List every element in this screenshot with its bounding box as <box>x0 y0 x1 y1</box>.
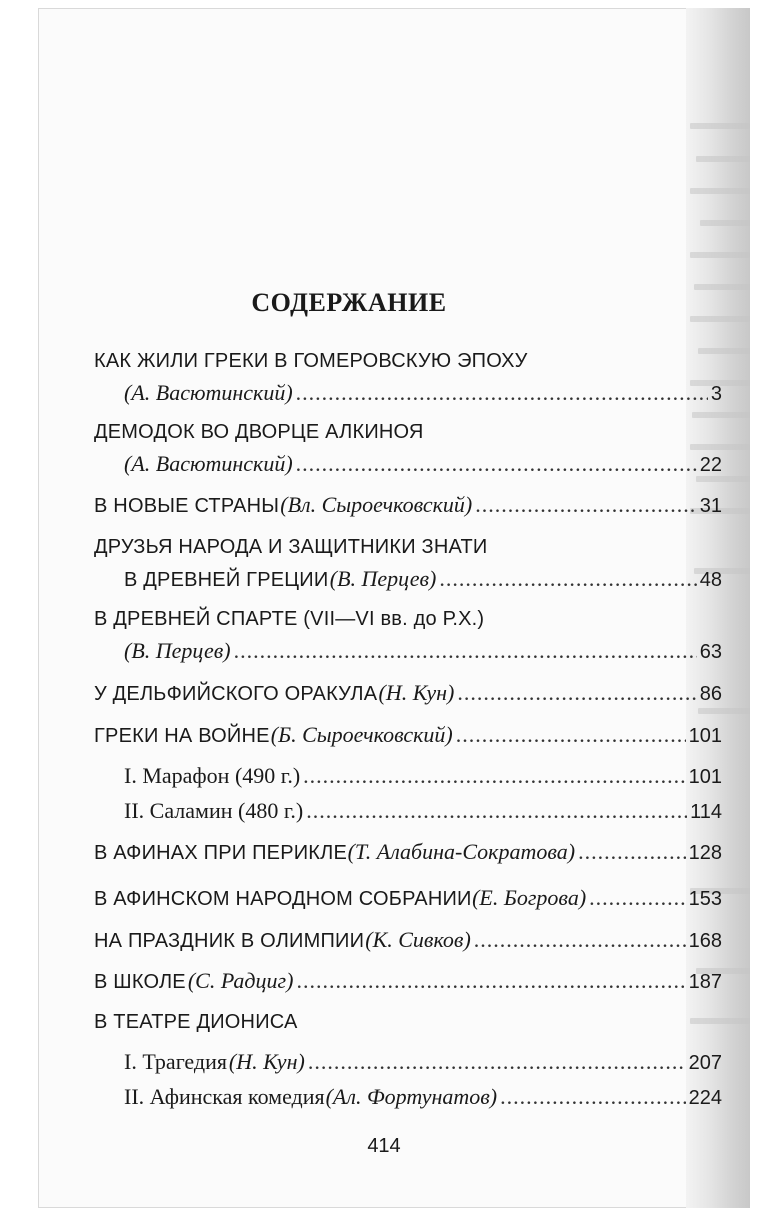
leader-dots <box>303 762 685 790</box>
toc-page-number: 31 <box>699 495 722 517</box>
toc-entry-title: У ДЕЛЬФИЙСКОГО ОРАКУЛА <box>94 683 378 705</box>
toc-page-number: 101 <box>688 725 722 747</box>
leader-dots <box>475 491 697 519</box>
toc-entry[interactable] <box>124 450 722 479</box>
toc-subentry-title: II. Саламин (480 г.) <box>124 798 304 823</box>
toc-entry-title: В АФИНСКОМ НАРОДНОМ СОБРАНИИ <box>94 888 472 910</box>
leader-dots <box>578 838 686 866</box>
toc-entry-title: НА ПРАЗДНИК В ОЛИМПИИ <box>94 930 365 952</box>
leader-dots <box>234 637 697 665</box>
toc-entry-title: В АФИНАХ ПРИ ПЕРИКЛЕ <box>94 842 348 864</box>
toc-entry-author: (С. Радциг) <box>187 968 294 993</box>
contents-heading: СОДЕРЖАНИЕ <box>251 288 447 317</box>
table-of-contents <box>94 0 726 1220</box>
toc-entry-title-continued: В ДРЕВНЕЙ ГРЕЦИИ <box>124 569 329 591</box>
toc-entry-author: (Е. Богрова) <box>472 885 587 910</box>
toc-page-number: 153 <box>688 888 722 910</box>
toc-entry-author: (Б. Сыроечковский) <box>270 722 453 747</box>
toc-entry-author: (А. Васютинский) <box>124 451 293 476</box>
toc-page-number: 128 <box>688 842 722 864</box>
toc-entry[interactable] <box>94 967 722 996</box>
toc-entry[interactable] <box>94 721 722 750</box>
toc-page-number: 187 <box>688 971 722 993</box>
toc-subentry[interactable] <box>124 762 722 791</box>
toc-entry-author: (В. Перцев) <box>124 638 231 663</box>
leader-dots <box>306 797 687 825</box>
toc-page-number: 48 <box>699 569 722 591</box>
toc-subentry[interactable] <box>124 1083 722 1112</box>
leader-dots <box>474 926 686 954</box>
toc-entry-author: (Т. Алабина-Сократова) <box>347 839 576 864</box>
toc-entry-title[interactable]: В ТЕАТРЕ ДИОНИСА <box>94 1011 298 1033</box>
toc-subentry[interactable] <box>124 797 722 826</box>
toc-entry-title: В ШКОЛЕ <box>94 971 186 993</box>
toc-entry-author: (В. Перцев) <box>329 566 437 591</box>
leader-dots <box>500 1083 685 1111</box>
toc-entry-author: (А. Васютинский) <box>124 380 293 405</box>
toc-entry[interactable] <box>124 565 722 594</box>
leader-dots <box>296 379 708 407</box>
page-number: 414 <box>367 1135 401 1157</box>
toc-entry-author: (Н. Кун) <box>228 1049 305 1074</box>
leader-dots <box>296 967 685 995</box>
toc-entry[interactable] <box>94 679 722 708</box>
toc-entry-title: В НОВЫЕ СТРАНЫ <box>94 495 280 517</box>
toc-entry[interactable] <box>94 926 722 955</box>
toc-page-number: 86 <box>699 683 722 705</box>
toc-subentry-title: I. Марафон (490 г.) <box>124 763 301 788</box>
toc-page-number: 22 <box>699 454 722 476</box>
toc-page-number: 114 <box>690 801 722 823</box>
toc-page-number: 168 <box>688 930 722 952</box>
toc-entry-title: ГРЕКИ НА ВОЙНЕ <box>94 725 270 747</box>
leader-dots <box>308 1048 686 1076</box>
toc-page-number: 63 <box>699 641 722 663</box>
leader-dots <box>456 721 686 749</box>
toc-entry[interactable] <box>94 884 722 913</box>
leader-dots <box>589 884 685 912</box>
toc-entry[interactable] <box>94 838 722 867</box>
toc-entry-title: КАК ЖИЛИ ГРЕКИ В ГОМЕРОВСКУЮ ЭПОХУ <box>94 350 528 372</box>
toc-entry-author: (К. Сивков) <box>365 927 471 952</box>
toc-entry-title: ДЕМОДОК ВО ДВОРЦЕ АЛКИНОЯ <box>94 421 424 443</box>
leader-dots <box>457 679 696 707</box>
toc-subentry-title: II. Афинская комедия <box>124 1084 325 1109</box>
toc-page-number: 101 <box>688 766 722 788</box>
toc-subentry[interactable] <box>124 1048 722 1077</box>
toc-entry-author: (Н. Кун) <box>378 680 455 705</box>
toc-entry[interactable] <box>124 637 722 666</box>
toc-entry[interactable] <box>124 379 722 408</box>
toc-entry-title: ДРУЗЬЯ НАРОДА И ЗАЩИТНИКИ ЗНАТИ <box>94 536 488 558</box>
leader-dots <box>439 565 696 593</box>
toc-page-number: 207 <box>688 1052 722 1074</box>
leader-dots <box>296 450 697 478</box>
toc-entry-author: (Ал. Фортунатов) <box>325 1084 498 1109</box>
toc-entry[interactable] <box>94 491 722 520</box>
toc-entry-title: В ДРЕВНЕЙ СПАРТЕ (VII—VI вв. до Р.Х.) <box>94 608 485 630</box>
toc-entry-author: (Вл. Сыроечковский) <box>280 492 473 517</box>
toc-subentry-title: I. Трагедия <box>124 1049 227 1074</box>
toc-page-number: 3 <box>710 383 722 405</box>
toc-page-number: 224 <box>688 1087 722 1109</box>
